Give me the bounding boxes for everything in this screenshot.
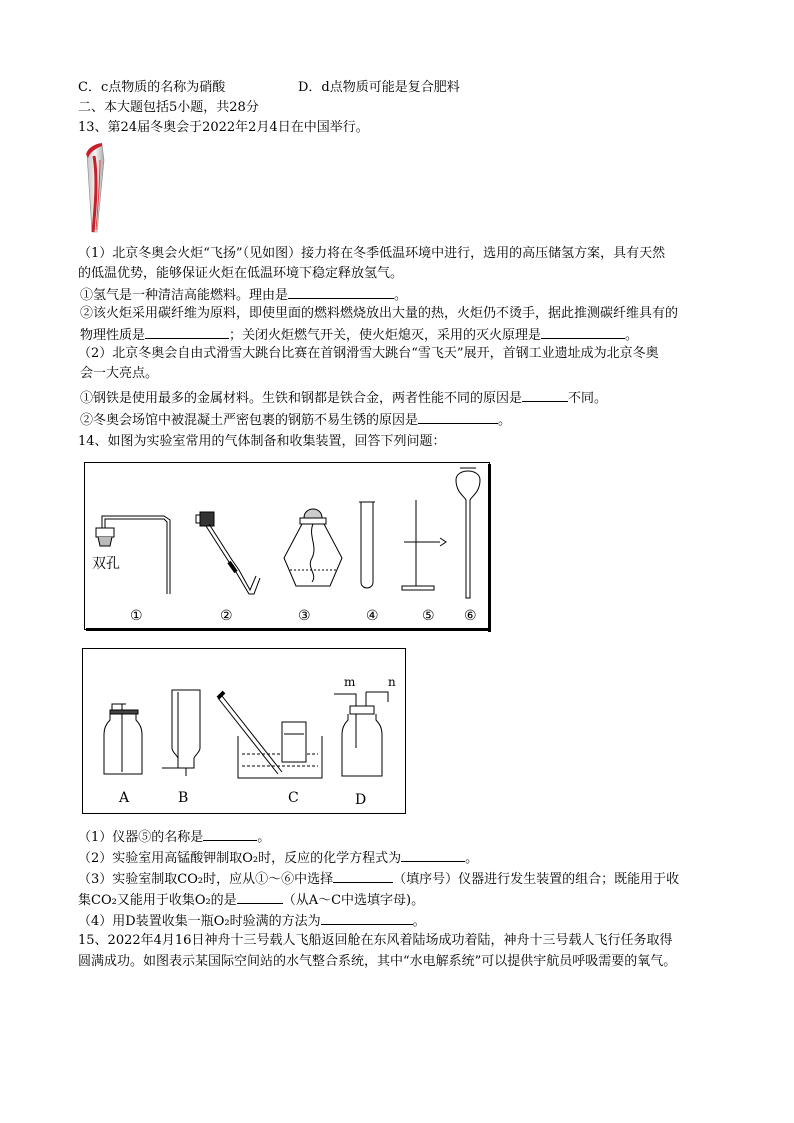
question-15-stem-line1: 15、2022年4月16日神舟十三号载人飞船返回舱在东风着陆场成功着陆，神舟十三号载人飞行任务取得 (78, 933, 673, 948)
answer-blank[interactable] (522, 387, 568, 402)
test-tube-icon (359, 502, 375, 588)
q13-part1-line2: 的低温优势，能够保证火炬在低温环境下稳定释放氢气。 (78, 266, 404, 281)
label-d: D (355, 792, 367, 808)
two-hole-stopper-tube-icon (96, 516, 170, 594)
water-trough-c-icon (218, 692, 322, 778)
label-a: A (119, 790, 130, 806)
q13-part2-line2: 会一大亮点。 (80, 366, 159, 381)
iron-stand-icon (402, 500, 446, 590)
answer-blank[interactable] (321, 910, 413, 925)
label-6: ⑥ (464, 608, 477, 624)
q14-part3-line2: 集CO₂又能用于收集O₂的是 （从A～C中选填字母)。 (78, 889, 424, 911)
label-3: ③ (298, 608, 311, 624)
bottle-a-icon (104, 704, 142, 774)
collection-drawings (82, 648, 406, 814)
answer-blank[interactable] (333, 868, 393, 883)
label-b: B (178, 790, 189, 806)
bottle-b-icon (162, 690, 200, 776)
q14-part4: （4）用D装置收集一瓶O₂时验满的方法为 。 (78, 910, 426, 932)
question-14-stem: 14、如图为实验室常用的气体制备和收集装置，回答下列问题： (78, 434, 446, 449)
q13-part2-line1: （2）北京冬奥会自由式滑雪大跳台比赛在首钢滑雪大跳台“雪飞天”展开，首钢工业遗址成为北京冬奥 (78, 346, 659, 361)
answer-blank[interactable] (418, 409, 498, 424)
bottle-d-icon (334, 692, 388, 776)
instrument-drawings (84, 462, 490, 630)
question-15-stem-line2: 圆满成功。如图表示某国际空间站的水气整合系统，其中“水电解系统”可以提供宇航员呼吸需要的氧气。 (78, 954, 677, 969)
question-13-stem: 13、第24届冬奥会于2022年2月4日在中国举行。 (78, 120, 369, 135)
answer-blank[interactable] (237, 889, 283, 904)
answer-blank[interactable] (203, 826, 257, 841)
q13-item3: ①钢铁是使用最多的金属材料。生铁和钢都是铁合金，两者性能不同的原因是 不同。 (80, 387, 607, 409)
label-1: ① (130, 608, 143, 624)
label-4: ④ (366, 608, 379, 624)
q13-item4: ②冬奥会场馆中被混凝土严密包裹的钢筋不易生锈的原因是 。 (80, 409, 511, 431)
answer-blank[interactable] (288, 284, 394, 299)
answer-blank[interactable] (145, 324, 229, 339)
label-5: ⑤ (422, 608, 435, 624)
alcohol-lamp-icon (284, 509, 342, 586)
q13-part1-line1: （1）北京冬奥会火炬“飞扬”（见如图）接力将在冬季低温环境中进行，选用的高压储氢方案，具有天然 (78, 246, 666, 261)
option-c: C．c点物质的名称为硝酸 (78, 80, 226, 95)
option-d: D．d点物质可能是复合肥料 (298, 80, 460, 95)
section-heading: 二、本大题包括5小题，共28分 (78, 100, 259, 115)
q14-part2: （2）实验室用高锰酸钾制取O₂时，反应的化学方程式为 。 (78, 847, 478, 869)
q14-part3-line1: （3）实验室制取CO₂时，应从①～⑥中选择 （填序号）仪器进行发生装置的组合；既能用于收 (78, 868, 679, 890)
double-hole-label: 双孔 (92, 556, 120, 572)
q13-item2-line1: ②该火炬采用碳纤维为原料，即使里面的燃料燃烧放出大量的热，火炬仍不烫手，据此推测碳纤维具有的 (80, 306, 679, 321)
label-2: ② (220, 608, 233, 624)
q13-item2-line2: 物理性质是 ；关闭火炬燃气开关，使火炬熄灭，采用的灭火原理是 。 (80, 324, 638, 346)
q14-part1: （1）仪器⑤的名称是 。 (78, 826, 270, 848)
label-n: n (388, 675, 396, 689)
answer-blank[interactable] (541, 324, 625, 339)
long-neck-funnel-icon (456, 468, 480, 598)
bent-tube-icon (196, 512, 260, 594)
torch-image (82, 140, 108, 236)
answer-blank[interactable] (401, 847, 465, 862)
label-m: m (344, 675, 356, 689)
label-c: C (288, 790, 299, 806)
q13-item1: ①氢气是一种清洁高能燃料。理由是 。 (80, 284, 407, 306)
